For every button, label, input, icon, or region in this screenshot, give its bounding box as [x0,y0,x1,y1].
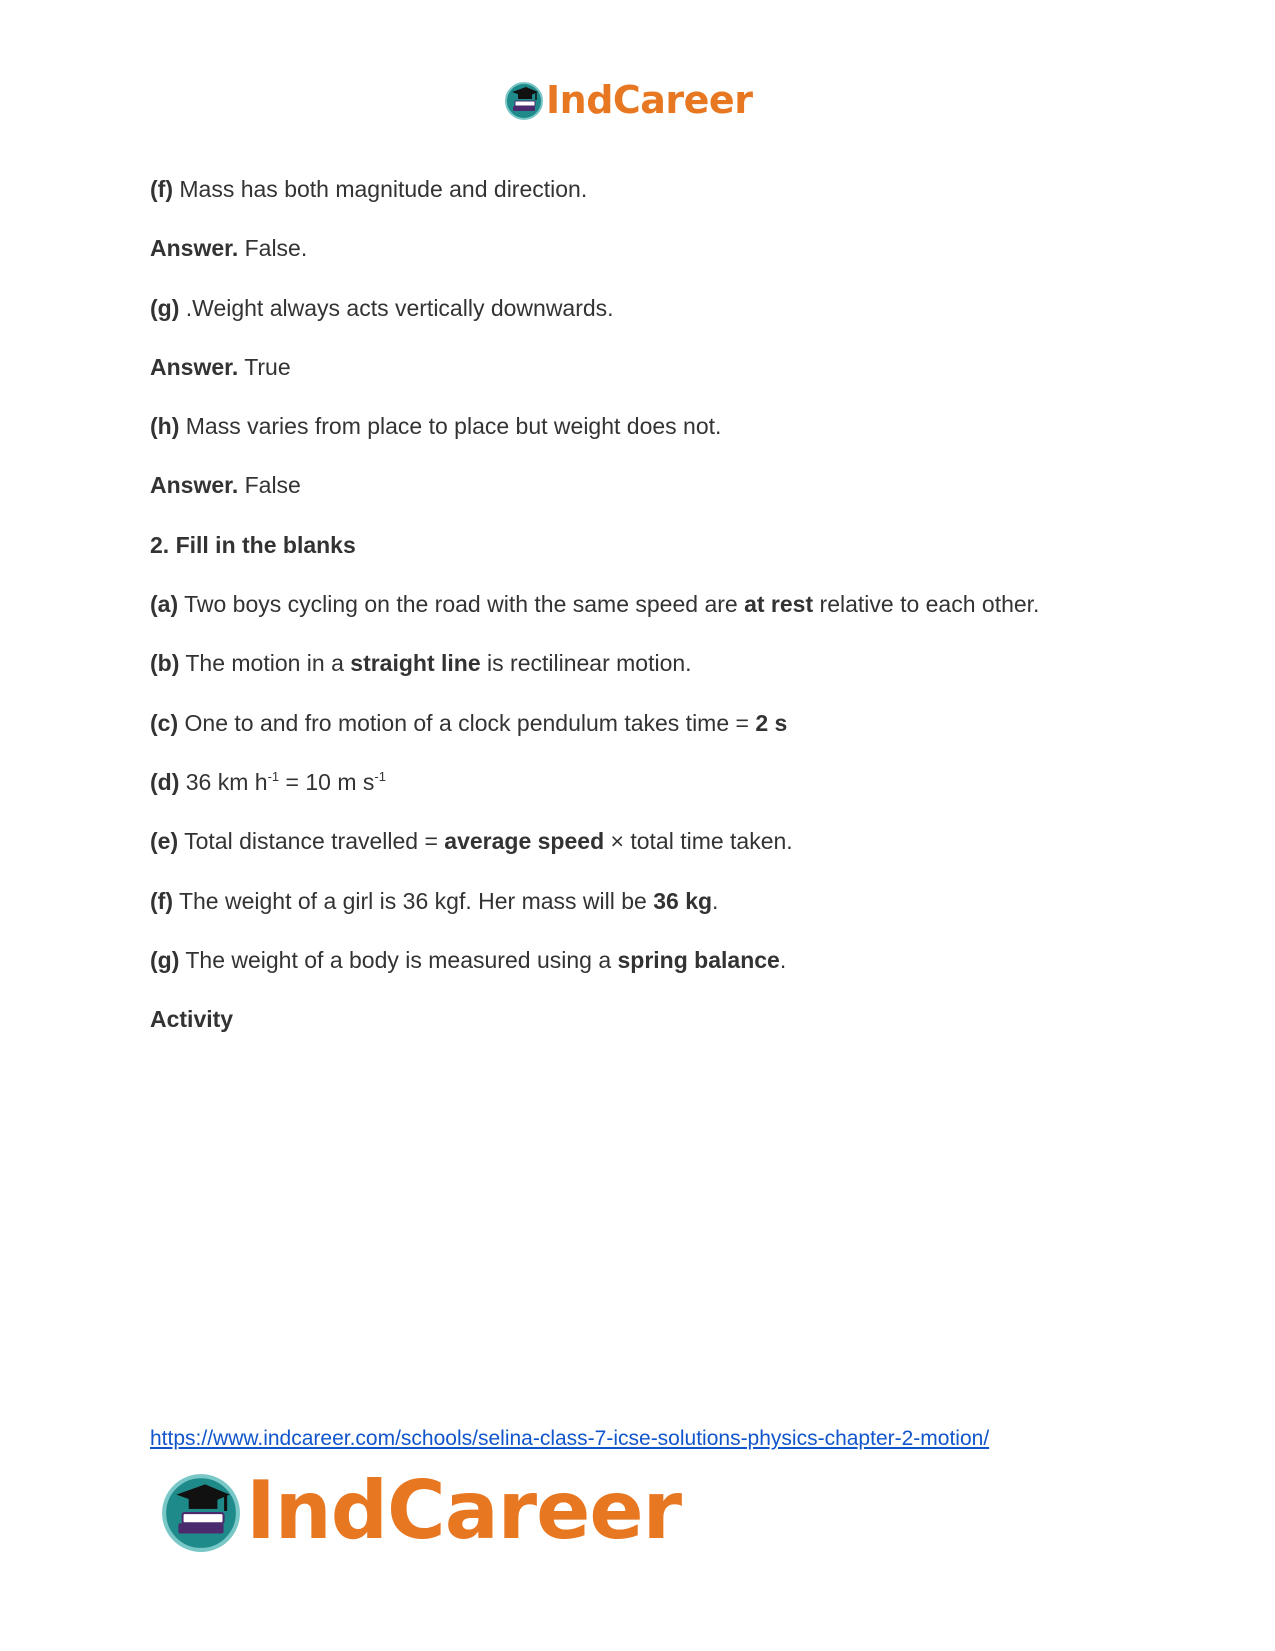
item-label: (g) [150,294,180,321]
graduation-books-icon [504,80,544,120]
item-text: . [712,887,719,914]
fill-blank-c [150,708,1160,738]
item-label: (f) [150,176,173,202]
blank-answer: 2 s [755,709,788,736]
item-text: is rectilinear motion. [487,650,692,677]
answer-label: Answer. [150,472,239,499]
item-text: Mass has both magnitude and direction. [179,176,588,202]
item-label: (h) [150,413,180,440]
section-heading [150,530,1160,560]
fill-blank-a [150,589,1160,619]
item-label: (a) [150,591,179,618]
item-text: Mass varies from place to place but weight does not. [185,413,722,440]
graduation-books-icon [160,1470,242,1552]
footer-logo [160,1464,682,1557]
logo-text: IndCareer [546,78,753,122]
item-text: Two boys cycling on the road with the same speed are [184,591,738,618]
blank-answer: 36 kg [653,887,713,914]
answer-line [150,352,1160,382]
blank-answer: straight line [350,650,481,677]
item-label: (e) [150,828,179,855]
fill-blank-d [150,767,1160,797]
item-text: The motion in a [185,650,344,677]
section-heading [150,1004,1160,1034]
answer-line [150,470,1160,500]
fill-blank-g [150,945,1160,975]
blank-answer: average speed [444,828,605,855]
logo-text: IndCareer [246,1464,682,1557]
item-text: 36 km h [185,768,268,795]
question-g-true-false [150,293,1160,323]
superscript: -1 [267,768,280,784]
item-text: The weight of a body is measured using a [185,946,612,973]
blank-answer: spring balance [617,946,780,973]
answer-label: Answer. [150,235,239,262]
superscript: -1 [374,768,386,784]
answer-text: True [244,353,291,380]
section-heading-text: 2. Fill in the blanks [150,531,356,558]
document-body [150,174,1160,1063]
item-label: (g) [150,946,180,973]
question-f-true-false [150,174,1160,204]
item-text: × total time taken. [610,828,793,855]
item-text: The weight of a girl is 36 kgf. Her mass will be [178,887,647,914]
answer-line [150,233,1160,263]
blank-answer: at rest [744,591,814,618]
item-text: .Weight always acts vertically downwards. [185,294,614,321]
item-text: relative to each other. [819,591,1040,618]
fill-blank-e [150,826,1160,856]
source-url-link[interactable]: https://www.indcareer.com/schools/selina-class-7-icse-solutions-physics-chapter-2-motion/ [150,1427,990,1450]
item-text: . [779,946,787,973]
item-text: Total distance travelled = [184,828,438,855]
item-label: (d) [150,768,180,795]
fill-blank-f [150,886,1160,916]
answer-text: False [244,472,301,499]
item-label: (f) [150,887,173,914]
item-text: One to and fro motion of a clock pendulum takes time = [184,709,749,736]
item-label: (c) [150,709,179,736]
item-label: (b) [150,650,180,677]
answer-text: False. [244,235,308,262]
answer-label: Answer. [150,353,239,380]
section-heading-text: Activity [150,1006,234,1033]
question-h-true-false [150,411,1160,441]
item-text: = 10 m s [285,768,375,795]
header-logo [504,80,752,120]
fill-blank-b [150,648,1160,678]
